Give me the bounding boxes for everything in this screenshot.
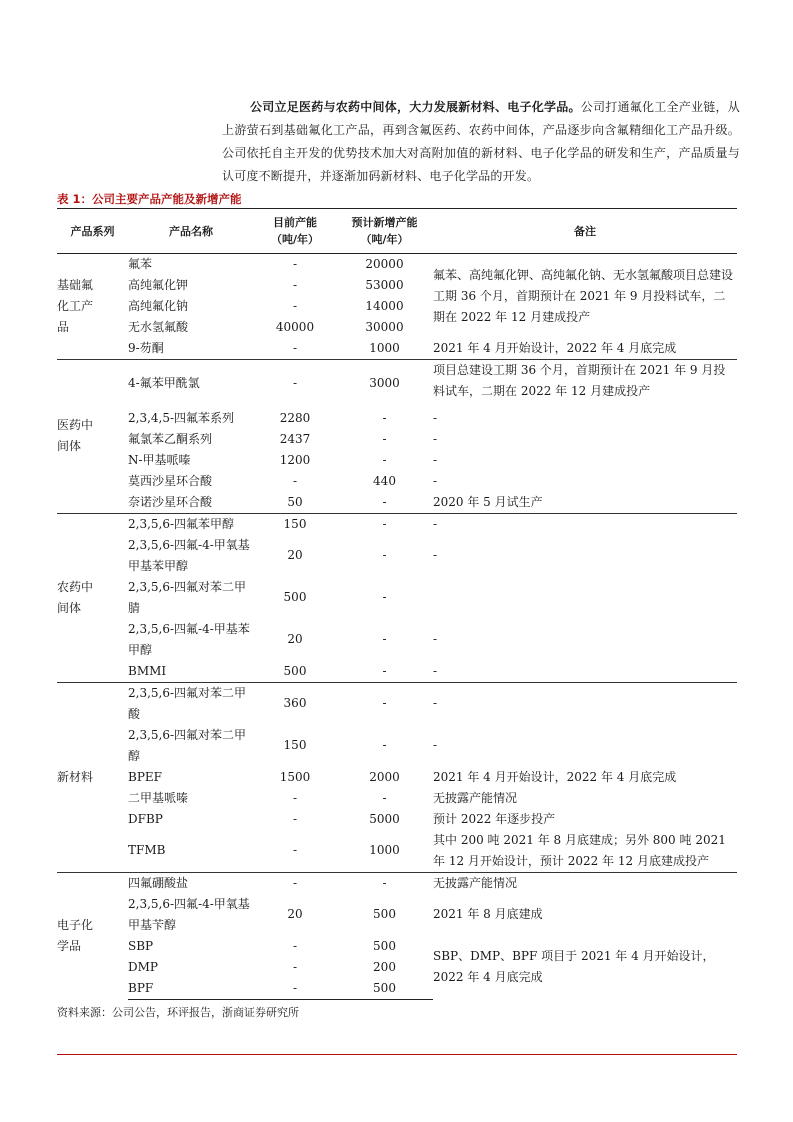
note-cell: 项目总建设工期 36 个月，首期预计在 2021 年 9 月投料试车，二期在 2022 年 12 月建成投产 bbox=[433, 360, 737, 408]
header-product: 产品名称 bbox=[128, 209, 254, 254]
note-cell: - bbox=[433, 452, 438, 467]
capacity-cell: - bbox=[254, 872, 336, 894]
product-name-cell: DMP bbox=[128, 959, 158, 974]
note-cell: 2021 年 4 月开始设计，2022 年 4 月底完成 bbox=[433, 341, 677, 355]
capacity-cell: 360 bbox=[254, 682, 336, 725]
new-capacity-cell: - bbox=[336, 513, 433, 535]
product-name-cell: BMMI bbox=[128, 663, 167, 678]
note-cell: 其中 200 吨 2021 年 8 月底建成；另外 800 吨 2021 年 12 月开始设计，预计 2022 年 12 月底建成投产 bbox=[433, 832, 726, 868]
product-name-cell: 奈诺沙星环合酸 bbox=[128, 494, 213, 509]
note-cell: - bbox=[433, 548, 438, 562]
capacity-cell: - bbox=[254, 360, 336, 408]
product-name-cell: 高纯氟化钠 bbox=[128, 299, 189, 313]
product-name-cell: DFBP bbox=[128, 811, 163, 826]
capacity-cell: - bbox=[292, 299, 298, 313]
new-capacity-cell: - bbox=[336, 872, 433, 894]
capacity-cell: - bbox=[292, 341, 298, 355]
product-name-cell: 四氟硼酸盐 bbox=[128, 872, 254, 894]
series-cell: 新材料 bbox=[57, 682, 128, 872]
product-name-cell: N-甲基哌嗪 bbox=[128, 452, 191, 467]
new-capacity-cell: - bbox=[382, 494, 387, 509]
note-cell bbox=[433, 577, 737, 619]
capacity-cell: - bbox=[254, 254, 336, 276]
capacity-cell: 20 bbox=[287, 632, 303, 646]
header-series: 产品系列 bbox=[57, 209, 128, 254]
note-cell: - bbox=[433, 632, 438, 646]
table-row bbox=[57, 830, 737, 873]
capacity-table bbox=[57, 208, 737, 1000]
source-note: 资料来源：公司公告，环评报告，浙商证券研究所 bbox=[57, 1006, 299, 1019]
capacity-cell: 1500 bbox=[279, 769, 311, 784]
note-cell: - bbox=[433, 513, 737, 535]
capacity-cell: 500 bbox=[283, 663, 307, 678]
series-cell: 基础氟 化工产 品 bbox=[57, 254, 128, 360]
table-row bbox=[57, 872, 737, 894]
capacity-cell: - bbox=[292, 473, 298, 488]
capacity-cell: - bbox=[292, 278, 298, 292]
table-row bbox=[57, 471, 737, 492]
table-row bbox=[57, 809, 737, 830]
new-capacity-cell: 53000 bbox=[365, 278, 404, 292]
product-name-cell: 9-芴酮 bbox=[128, 341, 164, 355]
product-name-cell: 莫西沙星环合酸 bbox=[128, 473, 213, 488]
new-capacity-cell: 200 bbox=[373, 959, 396, 974]
capacity-cell: - bbox=[292, 938, 298, 953]
series-cell: 医药中 间体 bbox=[57, 360, 128, 514]
new-capacity-cell: - bbox=[382, 590, 387, 604]
new-capacity-cell: - bbox=[382, 431, 387, 446]
note-cell: 预计 2022 年逐步投产 bbox=[433, 811, 556, 826]
product-name-cell: 2,3,5,6-四氟对苯二甲酸 bbox=[128, 682, 254, 725]
note-cell: 2021 年 4 月开始设计，2022 年 4 月底完成 bbox=[433, 769, 677, 784]
table-row bbox=[57, 682, 737, 725]
product-name-cell: SBP bbox=[128, 938, 154, 953]
new-capacity-cell: 3000 bbox=[336, 360, 433, 408]
table-row bbox=[57, 450, 737, 471]
table-row bbox=[57, 513, 737, 535]
note-cell: - bbox=[433, 682, 737, 725]
capacity-cell: 150 bbox=[254, 513, 336, 535]
new-capacity-cell: - bbox=[382, 548, 387, 562]
intro-paragraph bbox=[222, 96, 740, 188]
capacity-cell: 2280 bbox=[279, 410, 311, 425]
table-row bbox=[57, 408, 737, 429]
header-capacity: 目前产能 （吨/年） bbox=[254, 209, 336, 254]
table-row bbox=[57, 936, 737, 957]
new-capacity-cell: 500 bbox=[336, 978, 433, 1000]
table-row bbox=[57, 492, 737, 514]
product-name-cell: 氟氯苯乙酮系列 bbox=[128, 431, 213, 446]
note-cell: 无披露产能情况 bbox=[433, 790, 518, 805]
new-capacity-cell: 500 bbox=[373, 938, 396, 953]
note-cell: - bbox=[433, 473, 438, 488]
table-row bbox=[57, 535, 737, 577]
new-capacity-cell: 1000 bbox=[369, 843, 400, 857]
capacity-cell: - bbox=[292, 843, 298, 857]
capacity-cell: 40000 bbox=[275, 320, 315, 334]
product-name-cell: 2,3,5,6-四氟-4-甲氧基甲基苄醇 bbox=[128, 896, 250, 932]
product-name-cell: 氟苯 bbox=[128, 254, 254, 276]
new-capacity-cell: - bbox=[382, 632, 387, 646]
table-row bbox=[57, 254, 737, 276]
table-row bbox=[57, 661, 737, 683]
new-capacity-cell: 2000 bbox=[369, 769, 400, 784]
table-header-row bbox=[57, 209, 737, 254]
capacity-cell: - bbox=[292, 811, 298, 826]
new-capacity-cell: - bbox=[336, 682, 433, 725]
capacity-cell: 50 bbox=[287, 494, 303, 509]
note-cell: 2020 年 5 月试生产 bbox=[433, 494, 543, 509]
capacity-cell: 2437 bbox=[279, 431, 311, 446]
note-cell: 2021 年 8 月底建成 bbox=[433, 907, 543, 921]
table-row bbox=[57, 360, 737, 408]
new-capacity-cell: - bbox=[382, 663, 387, 678]
footer-rule bbox=[57, 1054, 737, 1055]
table-row bbox=[57, 788, 737, 809]
new-capacity-cell: 14000 bbox=[365, 299, 404, 313]
product-name-cell: 高纯氟化钾 bbox=[128, 278, 189, 292]
table-body bbox=[57, 254, 737, 1000]
note-cell: - bbox=[433, 663, 438, 678]
product-name-cell: 2,3,5,6-四氟-4-甲基苯甲醇 bbox=[128, 621, 250, 657]
table-row bbox=[57, 338, 737, 360]
table-row bbox=[57, 619, 737, 661]
note-cell: 氟苯、高纯氟化钾、高纯氟化钠、无水氢氟酸项目总建设工期 36 个月，首期预计在 2021 年 9 月投料试车，二期在 2022 年 12 月建成投产 bbox=[433, 254, 737, 339]
product-name-cell: 2,3,5,6-四氟苯甲醇 bbox=[128, 513, 254, 535]
capacity-cell: - bbox=[292, 790, 298, 805]
capacity-cell: 20 bbox=[287, 548, 303, 562]
new-capacity-cell: 1000 bbox=[369, 341, 400, 355]
capacity-cell: - bbox=[292, 959, 298, 974]
new-capacity-cell: 440 bbox=[373, 473, 396, 488]
product-name-cell: TFMB bbox=[128, 843, 166, 857]
table-row bbox=[57, 429, 737, 450]
table-row bbox=[57, 767, 737, 788]
intro-lead: 公司立足医药与农药中间体，大力发展新材料、电子化学品。 bbox=[250, 100, 581, 114]
capacity-cell: 20 bbox=[287, 907, 303, 921]
series-cell: 电子化 学品 bbox=[57, 872, 128, 999]
note-cell: - bbox=[433, 410, 438, 425]
table-row bbox=[57, 894, 737, 936]
table-row bbox=[57, 577, 737, 619]
new-capacity-cell: - bbox=[382, 738, 387, 752]
note-cell: - bbox=[433, 738, 438, 752]
new-capacity-cell: - bbox=[382, 790, 387, 805]
product-name-cell: 2,3,5,6-四氟对苯二甲腈 bbox=[128, 579, 247, 615]
product-name-cell: BPF bbox=[128, 978, 254, 1000]
new-capacity-cell: 30000 bbox=[365, 320, 404, 334]
product-name-cell: 4-氟苯甲酰氯 bbox=[128, 360, 254, 408]
capacity-cell: 150 bbox=[283, 738, 307, 752]
new-capacity-cell: 20000 bbox=[336, 254, 433, 276]
note-cell: - bbox=[433, 431, 438, 446]
product-name-cell: 2,3,5,6-四氟对苯二甲醇 bbox=[128, 727, 247, 763]
product-name-cell: 2,3,4,5-四氟苯系列 bbox=[128, 410, 235, 425]
new-capacity-cell: 500 bbox=[373, 907, 396, 921]
note-cell: SBP、DMP、BPF 项目于 2021 年 4 月开始设计，2022 年 4 月底完成 bbox=[433, 949, 715, 985]
table-row bbox=[57, 725, 737, 767]
new-capacity-cell: 5000 bbox=[369, 811, 400, 826]
product-name-cell: 二甲基哌嗪 bbox=[128, 790, 189, 805]
intro-body: 公司打通氟化工全产业链，从上游萤石到基础氟化工产品，再到含氟医药、农药中间体，产品逐步向含氟精细化工产品升级。公司依托自主开发的优势技术加大对高附加值的新材料、电子化学品的研发和生产，产品质量与认可度不断提升，并逐渐加码新材料、电子化学品的开发。 bbox=[222, 100, 740, 183]
header-new-capacity: 预计新增产能 （吨/年） bbox=[336, 209, 433, 254]
capacity-cell: 1200 bbox=[279, 452, 311, 467]
series-cell: 农药中 间体 bbox=[57, 513, 128, 682]
product-name-cell: 2,3,5,6-四氟-4-甲氧基甲基苯甲醇 bbox=[128, 537, 250, 573]
new-capacity-cell: - bbox=[382, 410, 387, 425]
product-name-cell: 无水氢氟酸 bbox=[128, 320, 189, 334]
note-cell: 无披露产能情况 bbox=[433, 872, 737, 894]
new-capacity-cell: - bbox=[382, 452, 387, 467]
capacity-cell: - bbox=[254, 978, 336, 1000]
table-caption: 表 1：公司主要产品产能及新增产能 bbox=[57, 192, 242, 206]
capacity-cell: 500 bbox=[283, 590, 307, 604]
product-name-cell: BPEF bbox=[128, 769, 162, 784]
header-note: 备注 bbox=[433, 209, 737, 254]
